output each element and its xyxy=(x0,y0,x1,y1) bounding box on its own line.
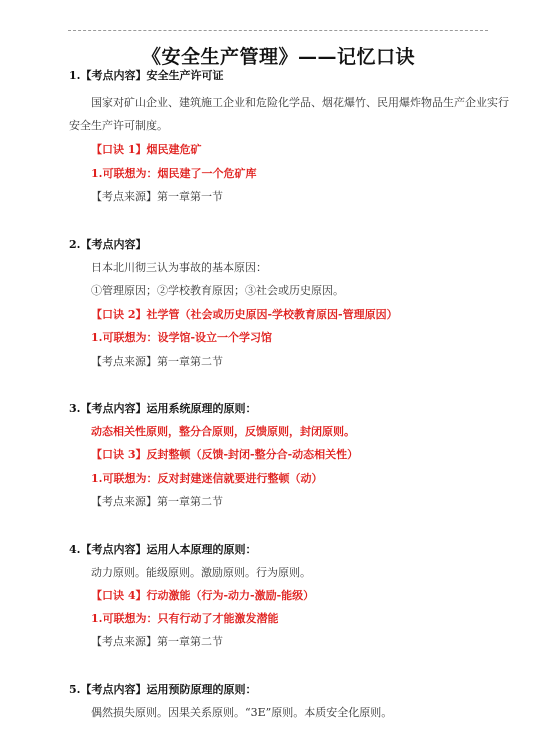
section-1-heading: 1.【考点内容】安全生产许可证 xyxy=(69,69,224,82)
section-4-body-line: 动力原则。能级原则。激励原则。行为原则。 xyxy=(91,566,311,579)
section-2-source: 【考点来源】第一章第二节 xyxy=(91,355,223,368)
section-3-association: 1.可联想为：反对封建迷信就要进行整顿（动） xyxy=(91,472,323,485)
section-3-heading: 3.【考点内容】运用系统原理的原则： xyxy=(69,402,257,415)
section-1-source: 【考点来源】第一章第一节 xyxy=(91,190,223,203)
section-1-body-line: 国家对矿山企业、建筑施工企业和危险化学品、烟花爆竹、民用爆炸物品生产企业实行 xyxy=(91,96,509,109)
section-1-body-continuation: 安全生产许可制度。 xyxy=(69,119,168,132)
section-5-heading: 5.【考点内容】运用预防原理的原则： xyxy=(69,683,257,696)
section-1-mnemonic: 【口诀 1】烟民建危矿 xyxy=(91,143,202,156)
page-title: 《安全生产管理》——记忆口诀 xyxy=(141,46,415,68)
section-1-association: 1.可联想为：烟民建了一个危矿库 xyxy=(91,167,257,180)
section-5-body-line: 偶然损失原则。因果关系原则。“3E”原则。本质安全化原则。 xyxy=(91,706,393,719)
section-4-heading: 4.【考点内容】运用人本原理的原则： xyxy=(69,543,257,556)
section-2-association: 1.可联想为：设学馆-设立一个学习馆 xyxy=(91,331,273,344)
section-4-association: 1.可联想为：只有行动了才能激发潜能 xyxy=(91,612,279,625)
section-4-source: 【考点来源】第一章第二节 xyxy=(91,635,223,648)
section-2-heading: 2.【考点内容】 xyxy=(69,238,147,251)
section-2-mnemonic: 【口诀 2】社学管（社会或历史原因-学校教育原因-管理原因） xyxy=(91,308,398,321)
header-divider xyxy=(68,30,488,31)
section-4-mnemonic: 【口诀 4】行动激能（行为-动力-激励-能级） xyxy=(91,589,315,602)
section-2-body-line: 日本北川彻三认为事故的基本原因： xyxy=(91,261,267,274)
section-2-body-line: ①管理原因；②学校教育原因；③社会或历史原因。 xyxy=(91,284,344,297)
section-3-mnemonic: 【口诀 3】反封整顿（反馈-封闭-整分合-动态相关性） xyxy=(91,448,359,461)
section-3-body-line: 动态相关性原则，整分合原则，反馈原则，封闭原则。 xyxy=(91,425,355,438)
section-3-source: 【考点来源】第一章第二节 xyxy=(91,495,223,508)
